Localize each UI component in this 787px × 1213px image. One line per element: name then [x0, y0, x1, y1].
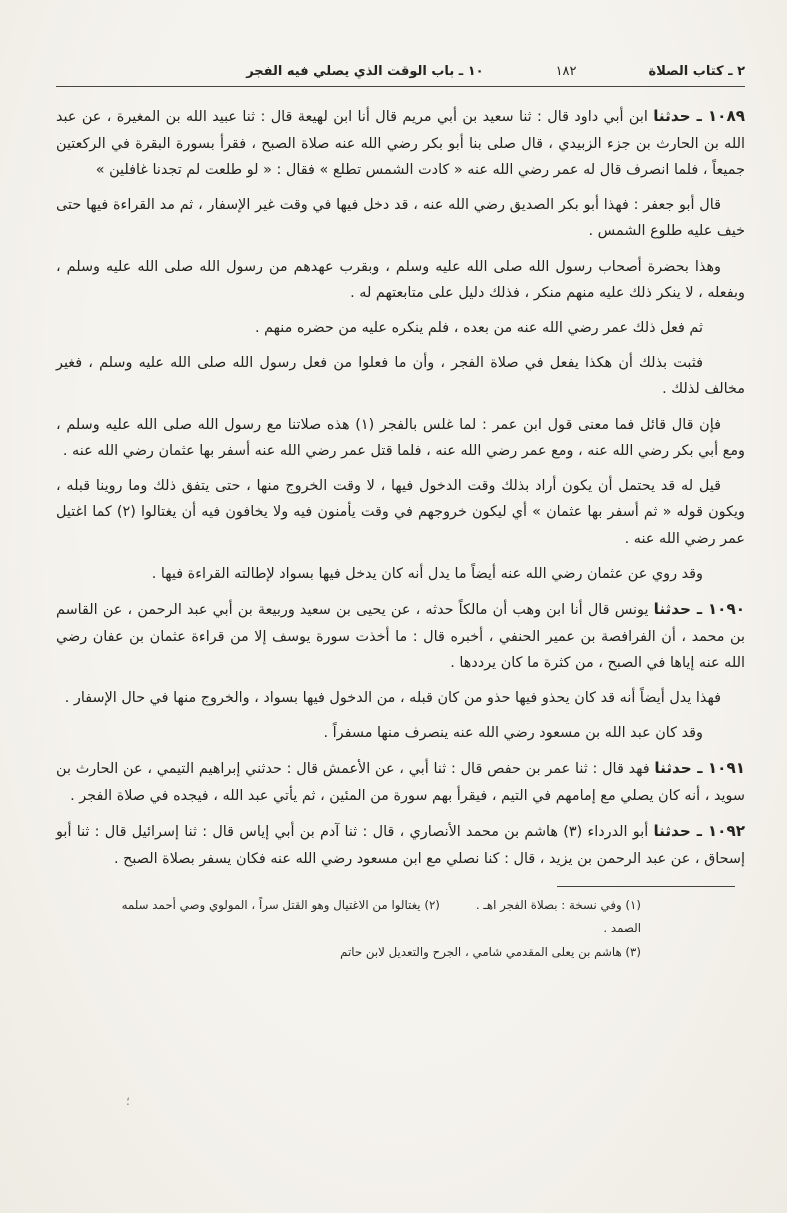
- scan-artifact: ؛: [126, 1094, 130, 1108]
- body-text: [56, 103, 745, 872]
- footnote-3: (٣) هاشم بن يعلى المقدمي شامي ، الجرح والتعديل لابن حاتم: [340, 945, 641, 960]
- page-content: [56, 64, 745, 965]
- footnote-1: (١) وفي نسخة : بصلاة الفجر اهـ .: [475, 898, 641, 913]
- footnotes-section: [56, 886, 745, 963]
- hadith-text: أبو الدرداء (٣) هاشم بن محمد الأنصاري ، قال : ثنا آدم بن أبي إياس قال : ثنا إسرائيل قال : ثنا أبو إسحاق ، عن عبد الرحمن بن يزيد ، قال : كنا نصلي مع ابن مسعود رضي الله عنه فكان يسفر بصلاة الصبح .: [56, 824, 745, 867]
- commentary-paragraph: قال أبو جعفر : فهذا أبو بكر الصديق رضي الله عنه ، قد دخل فيها في وقت غير الإسفار ، ثم مد القراءة فيها حتى خيف عليه طلوع الشمس .: [56, 197, 745, 240]
- commentary-paragraph: فهذا يدل أيضاً أنه قد كان يحذو فيها حذو من كان قبله ، من الدخول فيها بسواد ، والخروج منها في حال الإسفار .: [64, 690, 721, 707]
- hadith-number: ١٠٩٢ ـ حدثنا: [653, 822, 745, 841]
- hadith-text: يونس قال أنا ابن وهب أن مالكاً حدثه ، عن يحيى بن سعيد وربيعة بن أبي عبد الرحمن ، عن القاسم بن محمد ، أن الفرافصة بن عمير الحنفي ، أخبره قال : ما أخذت سورة يوسف إلا من قراءة عثمان بن عفان رضي الله عنه إياها في الصبح ، من كثرة ما كان يرددها .: [56, 601, 745, 671]
- hadith-1091: [56, 755, 745, 809]
- footnote-line: [108, 941, 641, 963]
- footnote-body: [56, 894, 745, 963]
- footnote-2: (٢) يغتالوا من الاغتيال وهو القتل سراً ، المولوي وصي أحمد سلمه الصمد .: [121, 898, 641, 935]
- commentary-paragraph: وهذا بحضرة أصحاب رسول الله صلى الله عليه وسلم ، وبقرب عهدهم من رسول الله صلى الله عليه وسلم ، وبفعله ، لا ينكر ذلك عليه منهم منكر ، فذلك دليل على متابعتهم له .: [56, 258, 745, 301]
- footnote-divider: [557, 886, 735, 887]
- page-header: [56, 64, 745, 79]
- page-number: ١٨٢: [555, 64, 577, 79]
- footnote-line: [108, 894, 641, 939]
- hadith-number: ١٠٩١ ـ حدثنا: [654, 759, 745, 778]
- commentary-paragraph: وقد روي عن عثمان رضي الله عنه أيضاً ما يدل أنه كان يدخل فيها بسواد لإطالته القراءة فيها .: [151, 565, 703, 582]
- commentary-paragraph: فثبت بذلك أن هكذا يفعل في صلاة الفجر ، وأن ما فعلوا من فعل رسول الله صلى الله عليه وسلم ، فغير مخالف لذلك .: [56, 355, 745, 398]
- header-divider: [56, 86, 745, 87]
- commentary-paragraph: فإن قال قائل فما معنى قول ابن عمر : لما غلس بالفجر (١) هذه صلاتنا مع رسول الله صلى الله عليه وسلم ، ومع أبي بكر رضي الله عنه ، ومع عمر رضي الله عنه ، فلما قتل عمر رضي الله عنه أسفر بها عثمان رضي الله عنه .: [56, 416, 745, 459]
- commentary-paragraph: ثم فعل ذلك عمر رضي الله عنه من بعده ، فلم ينكره عليه من حضره منهم .: [254, 319, 703, 336]
- hadith-number: ١٠٩٠ ـ حدثنا: [653, 599, 745, 618]
- hadith-text: فهد قال : ثنا عمر بن حفص قال : ثنا أبي ، عن الأعمش قال : حدثني إبراهيم التيمي ، عن الحارث بن سويد ، أنه كان يصلي مع إمامهم في التيم ، فيقرأ بهم سورة من المئين ، ثم يأتي عبد الله ، فيجده في صلاة الفجر .: [56, 761, 745, 805]
- hadith-1090: [56, 596, 745, 676]
- commentary-paragraph: وقد كان عبد الله بن مسعود رضي الله عنه ينصرف منها مسفراً .: [323, 725, 703, 742]
- hadith-text: ابن أبي داود قال : ثنا سعيد بن أبي مريم قال أنا ابن لهيعة قال : ثنا عبيد الله بن المغيرة ، عن عبد الله بن الحارث بن جزء الزبيدي ، قال صلى بنا أبو بكر رضي الله عنه صلاة الصبح ، فقرأ بسورة البقرة في الركعتين جميعاً ، فلما انصرف قال له عمر رضي الله عنه « كادت الشمس تطلع » فقال : « لو طلعت لم تجدنا غافلين »: [56, 109, 745, 178]
- commentary-paragraph: قيل له قد يحتمل أن يكون أراد بذلك وقت الدخول فيها ، لا وقت الخروج منها ، حتى يتفق ذلك وما روينا قبله ، ويكون قوله « ثم أسفر بها عثمان » أي ليكون خروجهم في وقت يأمنون فيه ولا يخافون فيه أن يغتالوا (٢) كما اغتيل عمر رضي الله عنه .: [56, 478, 745, 547]
- chapter-title: ١٠ ـ باب الوقت الذي يصلي فيه الفجر: [246, 64, 484, 79]
- hadith-number: ١٠٨٩ ـ حدثنا: [653, 107, 745, 125]
- book-title: ٢ ـ كتاب الصلاة: [648, 64, 745, 79]
- hadith-1089: [56, 103, 745, 183]
- hadith-1092: [56, 818, 745, 872]
